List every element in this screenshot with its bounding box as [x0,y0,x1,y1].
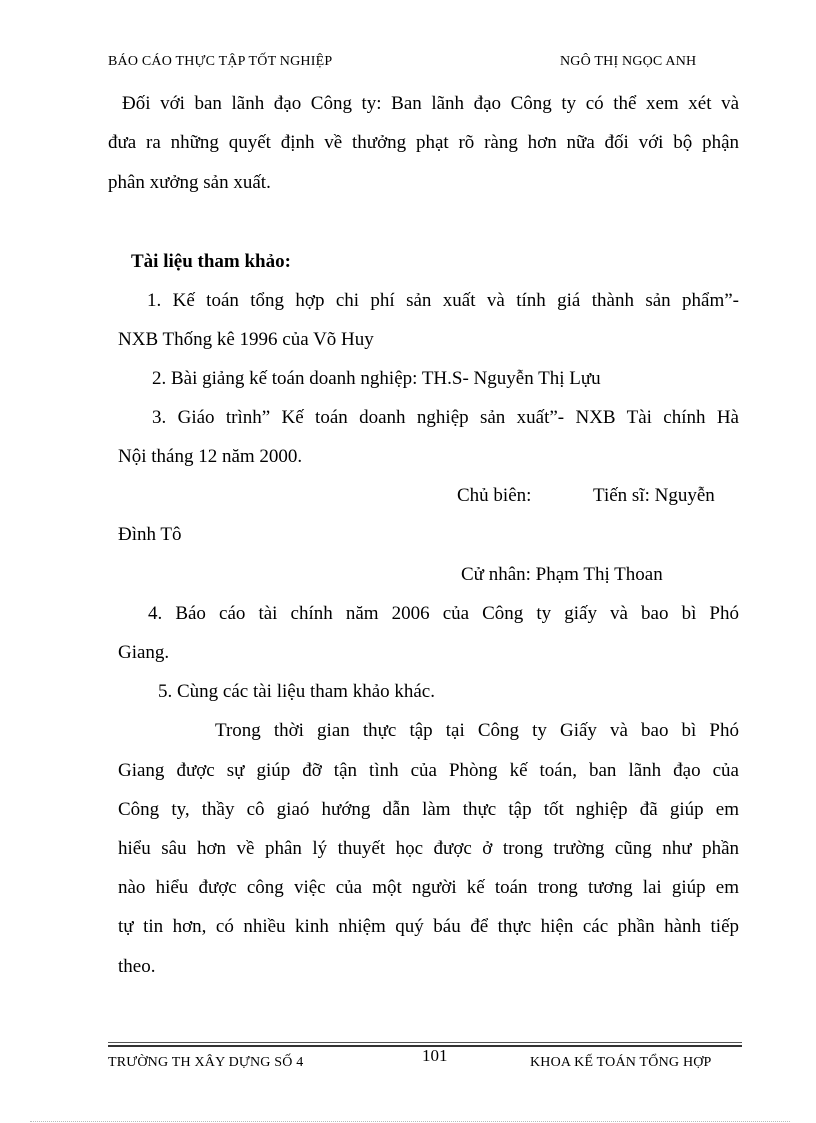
footer-rule-top [108,1042,742,1043]
header-left: BÁO CÁO THỰC TẬP TỐT NGHIỆP [108,54,333,69]
footer-left: TRƯỜNG TH XÂY DỰNG SỐ 4 [108,1055,304,1070]
page-edge-dots [30,1121,790,1122]
page-number: 101 [422,1046,448,1065]
intro-line-1: Đối với ban lãnh đạo Công ty: Ban lãnh đạo Công ty có thể xem xét và [122,93,739,114]
intro-line-3: phân xưởng sản xuất. [108,172,271,193]
reference-1-line-2: NXB Thống kê 1996 của Võ Huy [118,329,374,350]
closing-line-3: Công ty, thầy cô giaó hướng dẫn làm thực tập tốt nghiệp đã giúp em [118,799,739,820]
reference-3-line-1: 3. Giáo trình” Kế toán doanh nghiệp sản xuất”- NXB Tài chính Hà [152,407,739,428]
reference-4-line-2: Giang. [118,642,170,663]
closing-line-6: tự tin hơn, có nhiều kinh nhiệm quý báu để thực hiện các phần hành tiếp [118,916,739,937]
reference-4-line-1: 4. Báo cáo tài chính năm 2006 của Công ty giấy và bao bì Phó [148,603,739,624]
reference-5: 5. Cùng các tài liệu tham khảo khác. [158,681,435,702]
closing-line-4: hiểu sâu hơn về phân lý thuyết học được ở trong trường cũng như phần [118,838,739,859]
closing-line-5: nào hiểu được công việc của một người kế toán trong tương lai giúp em [118,877,739,898]
chu-bien-name: Tiến sĩ: Nguyễn [593,485,715,506]
closing-line-7: theo. [118,956,156,977]
reference-1-line-1: 1. Kế toán tổng hợp chi phí sản xuất và tính giá thành sản phẩm”- [147,290,739,311]
reference-2: 2. Bài giảng kế toán doanh nghiệp: TH.S- Nguyễn Thị Lựu [152,368,601,389]
reference-3-line-2: Nội tháng 12 năm 2000. [118,446,303,467]
intro-line-2: đưa ra những quyết định về thưởng phạt rõ ràng hơn nữa đối với bộ phận [108,132,739,153]
closing-line-1: Trong thời gian thực tập tại Công ty Giấy và bao bì Phó [215,720,739,741]
closing-line-2: Giang được sự giúp đỡ tận tình của Phòng kế toán, ban lãnh đạo của [118,760,739,781]
references-heading: Tài liệu tham khảo: [131,251,291,272]
chu-bien-label: Chủ biên: [457,485,532,506]
chu-bien-name-cont: Đình Tô [118,524,182,545]
cu-nhan: Cử nhân: Phạm Thị Thoan [461,564,663,585]
footer-right: KHOA KẾ TOÁN TỔNG HỢP [530,1055,712,1070]
header-right: NGÔ THỊ NGỌC ANH [560,54,697,69]
